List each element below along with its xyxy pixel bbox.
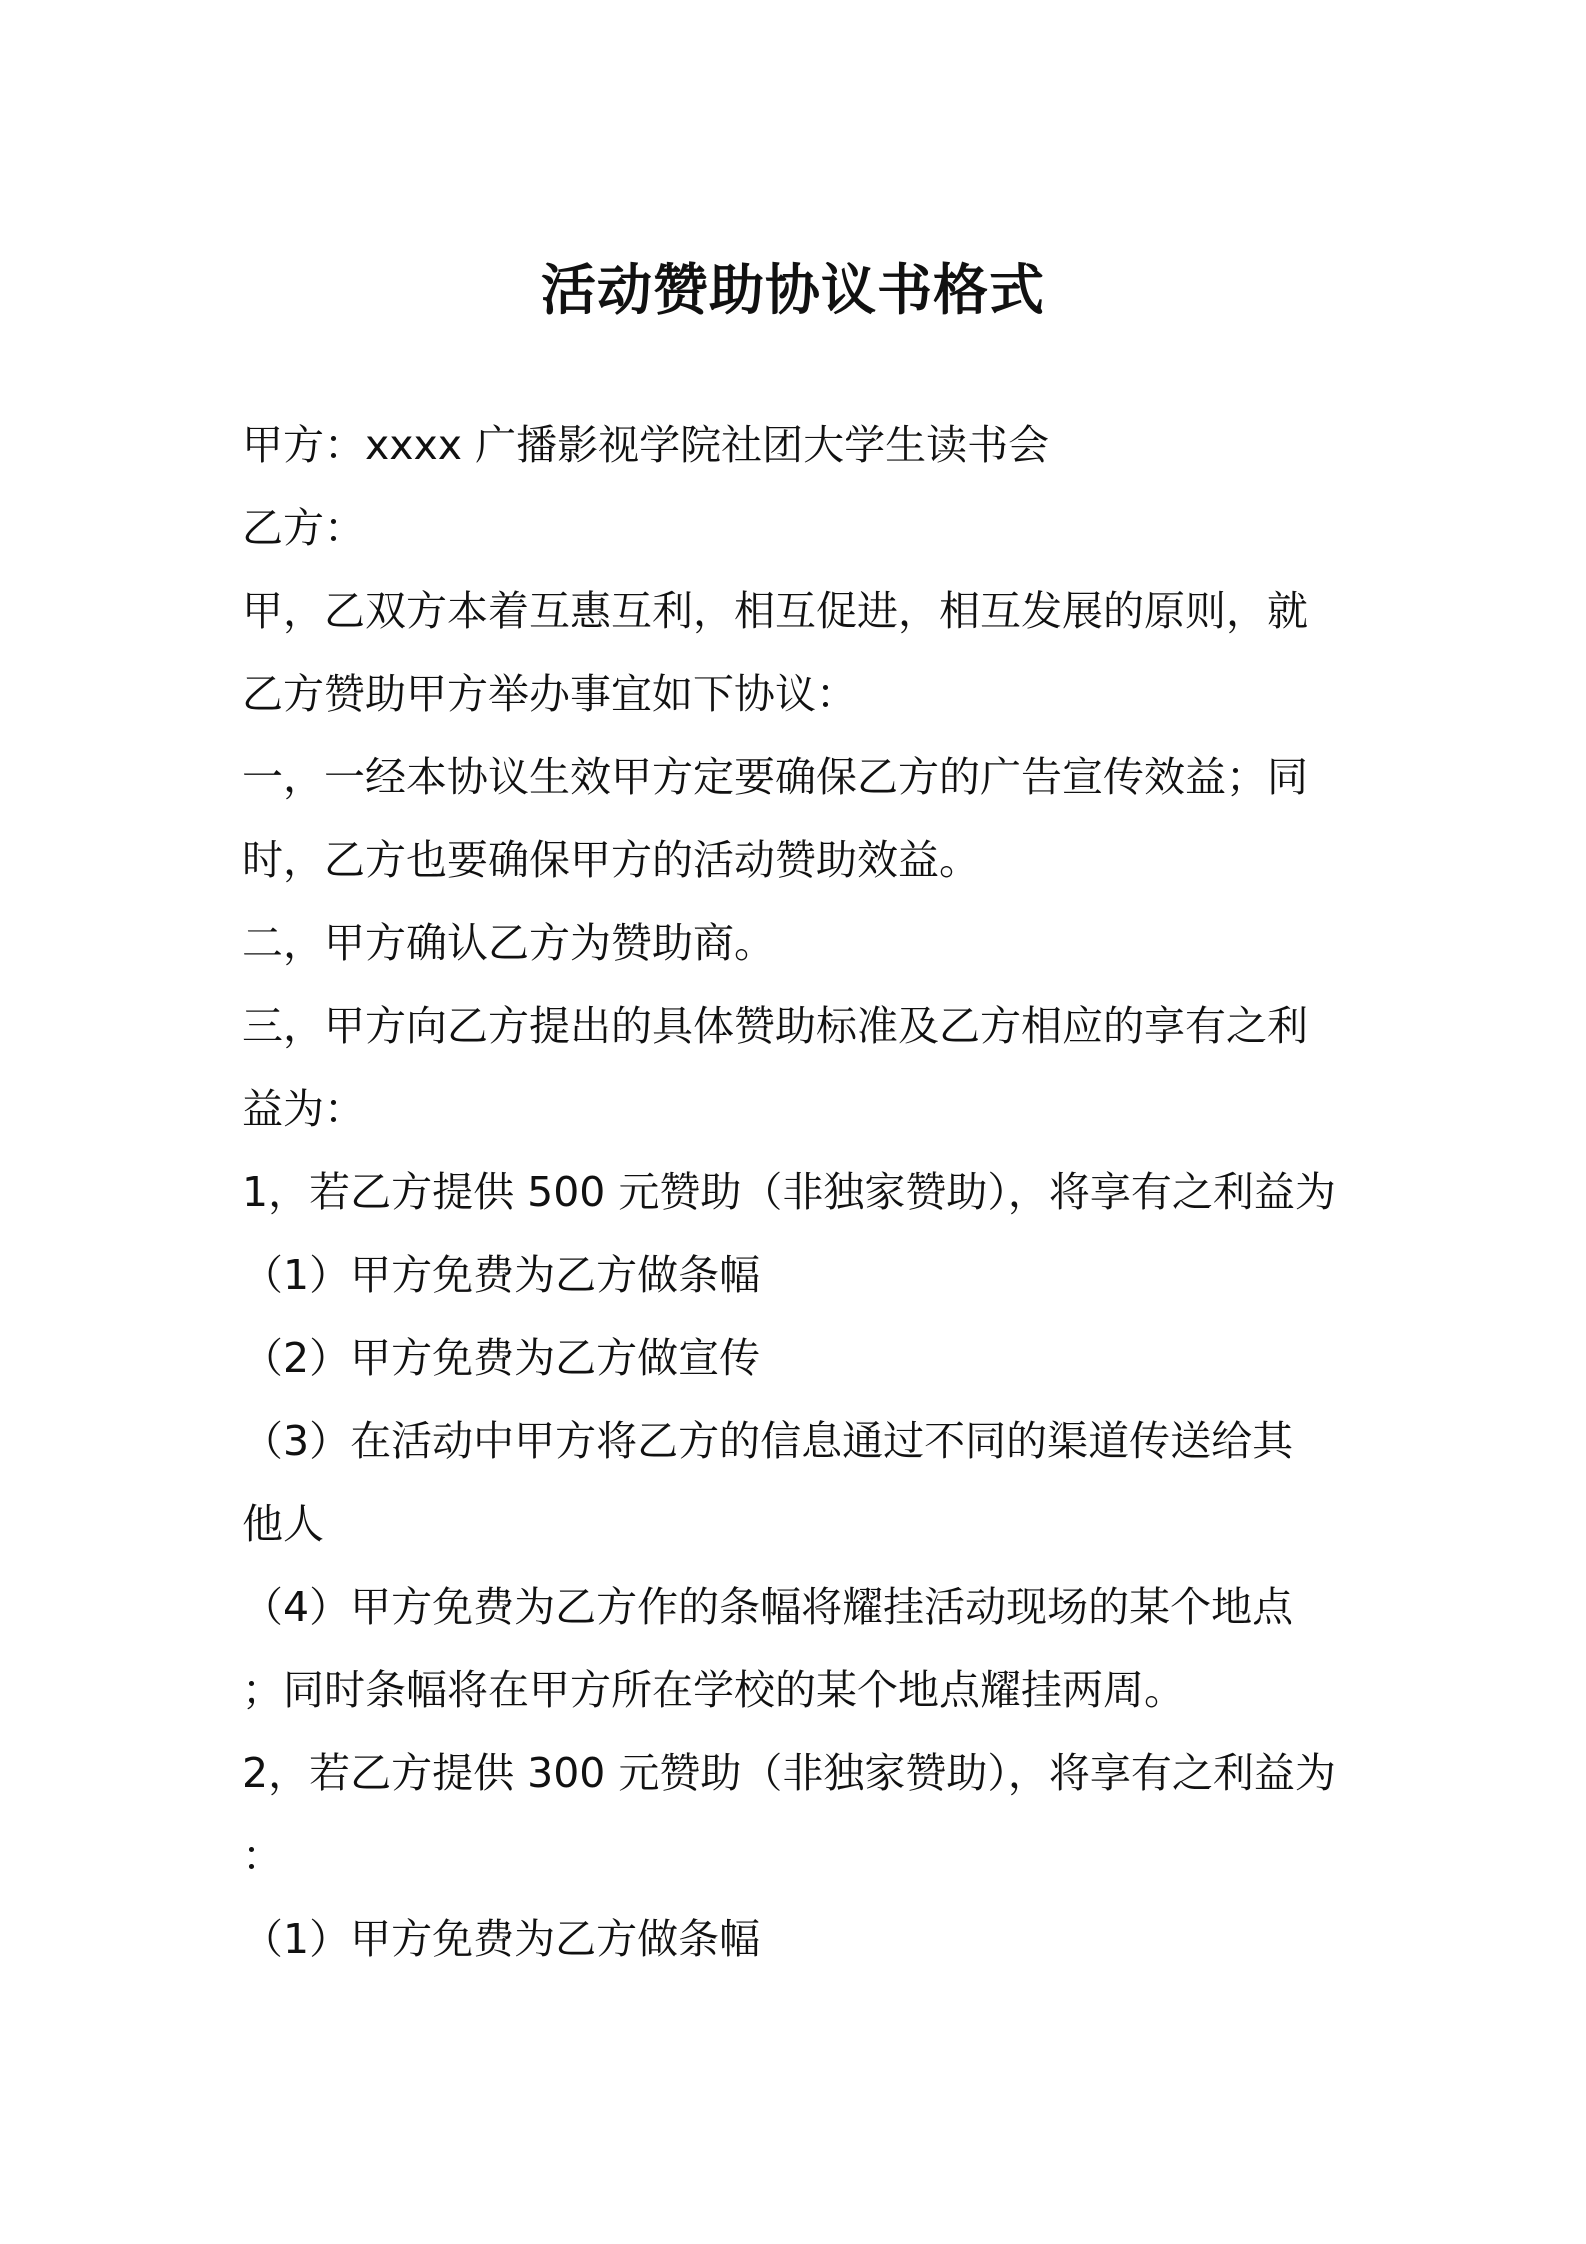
paragraph-line: ： xyxy=(242,1832,283,1880)
list-item-line: （2）甲方免费为乙方做宣传 xyxy=(242,1334,761,1382)
paragraph-line: 时，乙方也要确保甲方的活动赞助效益。 xyxy=(242,836,980,884)
paragraph-line: 乙方： xyxy=(242,504,365,552)
paragraph-line: ；同时条幅将在甲方所在学校的某个地点耀挂两周。 xyxy=(242,1666,1185,1714)
list-item-line: （3）在活动中甲方将乙方的信息通过不同的渠道传送给其 xyxy=(242,1417,1294,1465)
paragraph-line: 乙方赞助甲方举办事宜如下协议： xyxy=(242,670,857,718)
paragraph-line: 一，一经本协议生效甲方定要确保乙方的广告宣传效益；同 xyxy=(242,753,1308,801)
paragraph-line: 二，甲方确认乙方为赞助商。 xyxy=(242,919,775,967)
list-item-line: （1）甲方免费为乙方做条幅 xyxy=(242,1915,761,1963)
list-item-line: （1）甲方免费为乙方做条幅 xyxy=(242,1251,761,1299)
paragraph-line: 益为： xyxy=(242,1085,365,1133)
paragraph-line: 2，若乙方提供 300 元赞助（非独家赞助），将享有之利益为 xyxy=(242,1749,1336,1797)
paragraph-line: 1，若乙方提供 500 元赞助（非独家赞助），将享有之利益为 xyxy=(242,1168,1336,1216)
paragraph-line: 甲，乙双方本着互惠互利，相互促进，相互发展的原则，就 xyxy=(242,587,1308,635)
paragraph-line: 甲方：xxxx 广播影视学院社团大学生读书会 xyxy=(242,421,1050,469)
document-title: 活动赞助协议书格式 xyxy=(540,258,1045,322)
paragraph-line: 他人 xyxy=(242,1500,324,1548)
document-body xyxy=(242,404,1362,1981)
list-item-line: （4）甲方免费为乙方作的条幅将耀挂活动现场的某个地点 xyxy=(242,1583,1294,1631)
paragraph-line: 三，甲方向乙方提出的具体赞助标准及乙方相应的享有之利 xyxy=(242,1002,1308,1050)
